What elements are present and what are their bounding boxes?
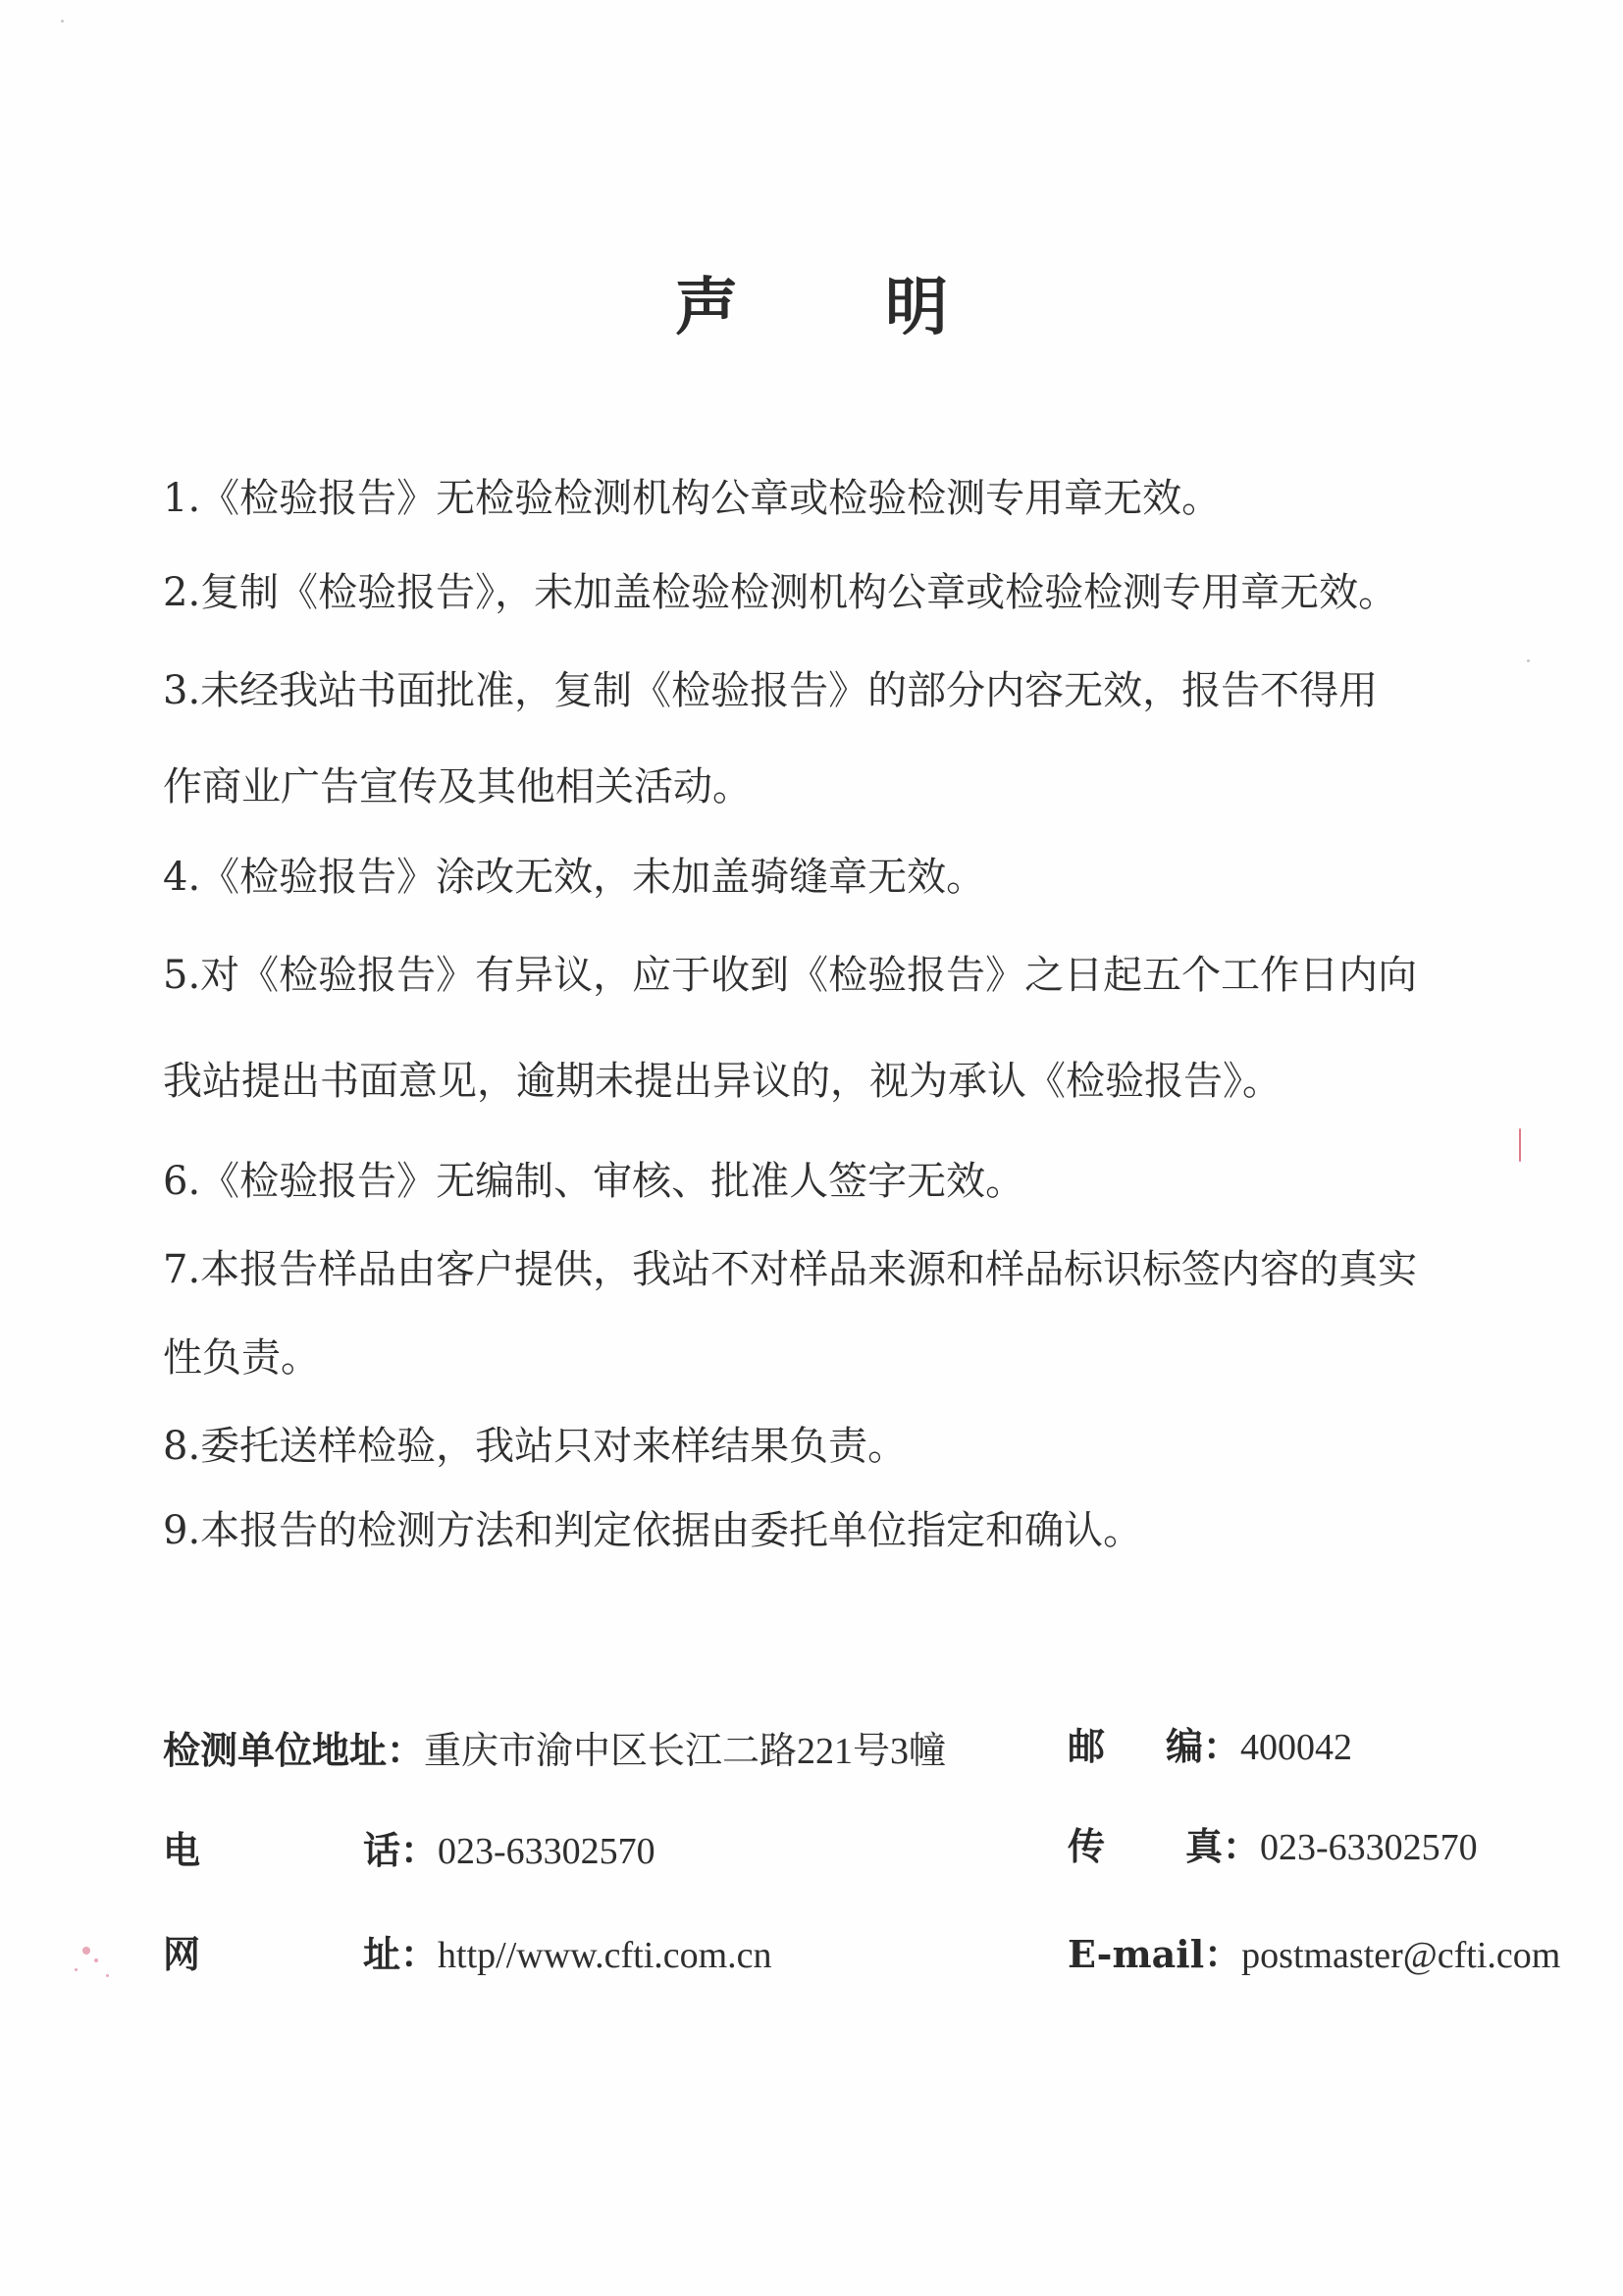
clause-line-8: 8.委托送样检验，我站只对来样结果负责。 [163, 1424, 908, 1469]
scan-speck [94, 1958, 98, 1962]
title-char-2: 明 [885, 271, 948, 344]
clause-line-5-cont: 我站提出书面意见，逾期未提出异议的，视为承认《检验报告》。 [163, 1059, 1282, 1104]
phone-row [163, 1827, 655, 1875]
web-label-a: 网 [163, 1932, 201, 1976]
scan-speck [82, 1947, 90, 1955]
postcode-label-b: 编： [1166, 1724, 1241, 1768]
clause-line-3: 3.未经我站书面批准，复制《检验报告》的部分内容无效，报告不得用 [163, 668, 1379, 713]
phone-label-a: 电 [163, 1828, 201, 1872]
scan-speck [75, 1968, 78, 1971]
web-label-b: 址： [363, 1932, 439, 1976]
address-row [163, 1727, 946, 1775]
email-value: postmaster@cfti.com [1241, 1935, 1561, 1976]
clause-line-7-cont: 性负责。 [163, 1335, 320, 1381]
email-row [1068, 1931, 1560, 1979]
clause-line-6: 6.《检验报告》无编制、审核、批准人签字无效。 [163, 1159, 1025, 1204]
address-value: 重庆市渝中区长江二路221号3幢 [424, 1731, 947, 1772]
address-label: 检测单位地址： [163, 1728, 425, 1772]
postcode-label-a: 邮 [1068, 1724, 1106, 1768]
clause-line-2: 2.复制《检验报告》，未加盖检验检测机构公章或检验检测专用章无效。 [163, 570, 1398, 615]
page-title [0, 257, 1623, 347]
email-label: E-mail： [1068, 1932, 1242, 1976]
fax-label-a: 传 [1068, 1824, 1106, 1868]
web-row [163, 1931, 772, 1979]
scan-mark [1519, 1128, 1521, 1162]
clause-line-5: 5.对《检验报告》有异议，应于收到《检验报告》之日起五个工作日内向 [163, 953, 1418, 998]
web-value: http//www.cfti.com.cn [438, 1935, 772, 1976]
fax-label-b: 真： [1185, 1824, 1261, 1868]
clause-line-9: 9.本报告的检测方法和判定依据由委托单位指定和确认。 [163, 1508, 1143, 1553]
title-char-1: 声 [675, 271, 738, 344]
postcode-value: 400042 [1240, 1727, 1353, 1768]
fax-value: 023-63302570 [1260, 1827, 1478, 1868]
scan-speck [1527, 659, 1530, 662]
postcode-row [1068, 1723, 1352, 1771]
fax-row [1068, 1823, 1478, 1871]
clause-line-7: 7.本报告样品由客户提供，我站不对样品来源和样品标识标签内容的真实 [163, 1247, 1418, 1292]
clause-line-4: 4.《检验报告》涂改无效，未加盖骑缝章无效。 [163, 855, 986, 900]
scan-speck [61, 20, 64, 23]
clause-line-3-cont: 作商业广告宣传及其他相关活动。 [163, 764, 752, 809]
phone-value: 023-63302570 [438, 1831, 655, 1872]
clause-line-1: 1.《检验报告》无检验检测机构公章或检验检测专用章无效。 [163, 476, 1222, 521]
phone-label-b: 话： [363, 1828, 439, 1872]
scan-speck [106, 1974, 109, 1977]
